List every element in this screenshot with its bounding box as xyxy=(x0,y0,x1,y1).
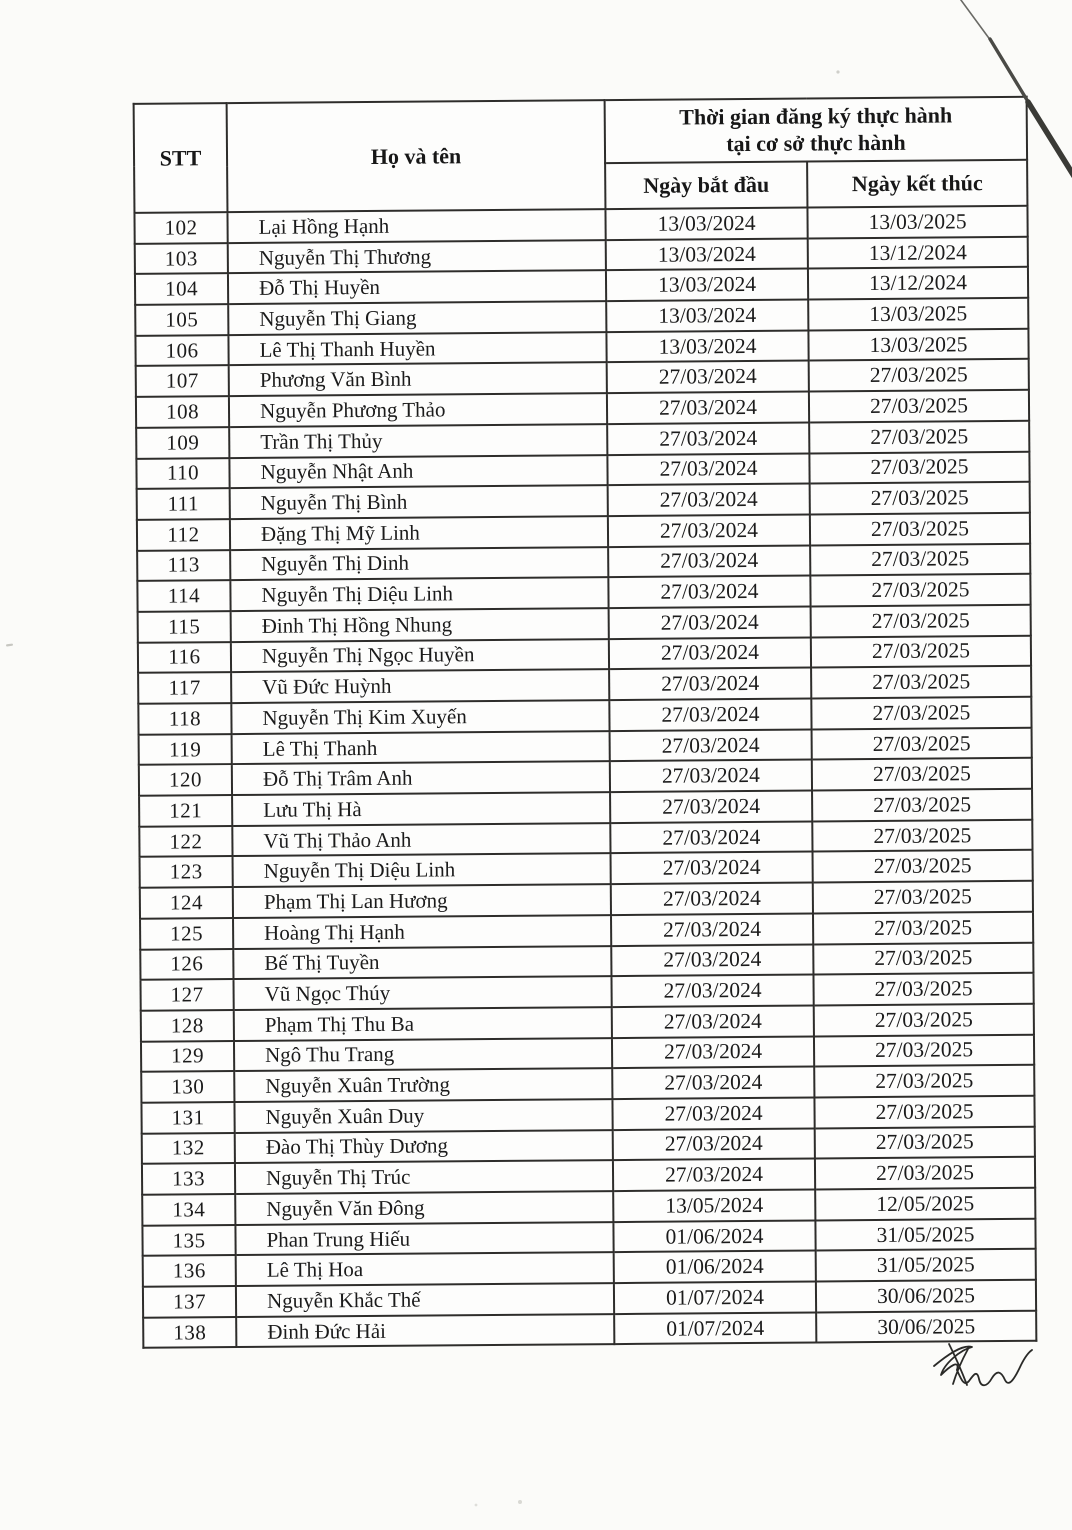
row-end-date: 27/03/2025 xyxy=(814,1096,1034,1128)
row-stt: 130 xyxy=(141,1071,234,1102)
row-stt: 118 xyxy=(138,703,231,734)
row-end-date: 27/03/2025 xyxy=(814,1004,1034,1036)
row-stt: 135 xyxy=(142,1225,235,1256)
row-end-date: 27/03/2025 xyxy=(812,789,1032,821)
row-start-date: 27/03/2024 xyxy=(612,1005,814,1037)
row-end-date: 13/03/2025 xyxy=(808,298,1028,330)
row-start-date: 27/03/2024 xyxy=(608,514,810,546)
row-end-date: 27/03/2025 xyxy=(812,758,1032,790)
row-end-date: 31/05/2025 xyxy=(816,1249,1036,1281)
row-start-date: 01/06/2024 xyxy=(613,1220,815,1252)
row-start-date: 27/03/2024 xyxy=(610,791,812,823)
row-end-date: 27/03/2025 xyxy=(809,451,1029,483)
row-start-date: 27/03/2024 xyxy=(612,1097,814,1129)
row-stt: 138 xyxy=(143,1317,236,1348)
row-end-date: 27/03/2025 xyxy=(814,1034,1034,1066)
header-stt: STT xyxy=(134,103,228,213)
row-name: Nguyễn Thị Trúc xyxy=(235,1160,613,1194)
row-name: Nguyễn Xuân Duy xyxy=(234,1099,612,1133)
row-end-date: 27/03/2025 xyxy=(815,1126,1035,1158)
row-end-date: 27/03/2025 xyxy=(810,543,1030,575)
header-period-line2: tại cơ sở thực hành xyxy=(726,129,906,156)
row-name: Đặng Thị Mỹ Linh xyxy=(230,516,608,550)
row-stt: 127 xyxy=(140,979,233,1010)
row-name: Nguyễn Thị Ngọc Huyền xyxy=(231,639,609,673)
row-end-date: 27/03/2025 xyxy=(811,697,1031,729)
row-start-date: 27/03/2024 xyxy=(609,637,811,669)
row-name: Trần Thị Thủy xyxy=(229,424,607,458)
row-end-date: 13/12/2024 xyxy=(808,267,1028,299)
row-start-date: 13/03/2024 xyxy=(605,208,807,240)
row-stt: 117 xyxy=(138,672,231,703)
row-stt: 133 xyxy=(142,1163,235,1194)
registration-table xyxy=(133,96,1038,1349)
row-start-date: 27/03/2024 xyxy=(609,606,811,638)
row-end-date: 27/03/2025 xyxy=(809,359,1029,391)
row-stt: 128 xyxy=(141,1010,234,1041)
row-stt: 105 xyxy=(135,304,228,335)
row-end-date: 27/03/2025 xyxy=(813,912,1033,944)
row-stt: 107 xyxy=(136,366,229,397)
row-start-date: 27/03/2024 xyxy=(613,1128,815,1160)
row-start-date: 27/03/2024 xyxy=(607,453,809,485)
row-start-date: 27/03/2024 xyxy=(613,1159,815,1191)
row-name: Bế Thị Tuyền xyxy=(233,946,611,980)
row-name: Phương Văn Bình xyxy=(229,363,607,397)
row-end-date: 27/03/2025 xyxy=(813,881,1033,913)
row-end-date: 30/06/2025 xyxy=(816,1311,1036,1343)
row-stt: 134 xyxy=(142,1194,235,1225)
row-name: Đỗ Thị Huyền xyxy=(228,270,606,304)
row-start-date: 27/03/2024 xyxy=(612,1036,814,1068)
table-row xyxy=(143,1311,1036,1349)
row-end-date: 27/03/2025 xyxy=(813,850,1033,882)
row-start-date: 27/03/2024 xyxy=(608,484,810,516)
row-stt: 113 xyxy=(137,550,230,581)
row-stt: 114 xyxy=(137,580,230,611)
row-name: Nguyễn Thị Diệu Linh xyxy=(233,854,611,888)
row-start-date: 27/03/2024 xyxy=(607,392,809,424)
row-stt: 111 xyxy=(137,488,230,519)
row-end-date: 27/03/2025 xyxy=(810,513,1030,545)
row-stt: 122 xyxy=(139,826,232,857)
row-name: Nguyễn Văn Đông xyxy=(235,1191,613,1225)
row-name: Lại Hồng Hạnh xyxy=(227,209,605,243)
row-start-date: 27/03/2024 xyxy=(610,729,812,761)
row-start-date: 13/03/2024 xyxy=(606,238,808,270)
row-end-date: 27/03/2025 xyxy=(811,605,1031,637)
row-start-date: 27/03/2024 xyxy=(610,821,812,853)
row-end-date: 13/03/2025 xyxy=(807,206,1027,238)
row-end-date: 27/03/2025 xyxy=(812,727,1032,759)
row-stt: 121 xyxy=(139,795,232,826)
row-end-date: 27/03/2025 xyxy=(809,390,1029,422)
row-end-date: 27/03/2025 xyxy=(813,942,1033,974)
row-name: Lê Thị Thanh xyxy=(232,731,610,765)
row-name: Phạm Thị Thu Ba xyxy=(234,1007,612,1041)
row-start-date: 27/03/2024 xyxy=(609,668,811,700)
row-name: Nguyễn Thị Bình xyxy=(230,485,608,519)
row-name: Đinh Thị Hồng Nhung xyxy=(231,608,609,642)
row-end-date: 27/03/2025 xyxy=(809,421,1029,453)
row-name: Nguyễn Thị Thương xyxy=(228,240,606,274)
row-start-date: 27/03/2024 xyxy=(609,699,811,731)
row-start-date: 27/03/2024 xyxy=(608,576,810,608)
row-stt: 115 xyxy=(138,611,231,642)
row-name: Ngô Thu Trang xyxy=(234,1038,612,1072)
row-stt: 104 xyxy=(135,273,228,304)
row-end-date: 27/03/2025 xyxy=(815,1157,1035,1189)
row-start-date: 13/03/2024 xyxy=(606,330,808,362)
row-stt: 131 xyxy=(141,1102,234,1133)
row-name: Đinh Đức Hải xyxy=(236,1314,614,1348)
row-stt: 132 xyxy=(142,1133,235,1164)
row-start-date: 27/03/2024 xyxy=(607,361,809,393)
row-stt: 126 xyxy=(140,949,233,980)
row-start-date: 13/03/2024 xyxy=(606,269,808,301)
row-stt: 124 xyxy=(140,887,233,918)
row-stt: 120 xyxy=(139,764,232,795)
table-body xyxy=(134,206,1036,1348)
row-name: Lê Thị Thanh Huyền xyxy=(228,332,606,366)
handwritten-initials-scribble xyxy=(934,1344,1032,1385)
row-stt: 102 xyxy=(134,212,227,243)
row-name: Vũ Thị Thảo Anh xyxy=(232,823,610,857)
row-name: Nguyễn Xuân Trường xyxy=(234,1068,612,1102)
row-start-date: 13/05/2024 xyxy=(613,1190,815,1222)
row-end-date: 27/03/2025 xyxy=(810,482,1030,514)
row-stt: 136 xyxy=(143,1255,236,1286)
row-name: Vũ Ngọc Thúy xyxy=(233,976,611,1010)
row-name: Nguyễn Thị Giang xyxy=(228,301,606,335)
row-stt: 106 xyxy=(135,335,228,366)
header-period-line1: Thời gian đăng ký thực hành xyxy=(679,102,953,130)
row-stt: 109 xyxy=(136,427,229,458)
row-name: Nguyễn Thị Diệu Linh xyxy=(230,577,608,611)
row-start-date: 01/07/2024 xyxy=(614,1312,816,1344)
row-stt: 108 xyxy=(136,396,229,427)
row-end-date: 27/03/2025 xyxy=(812,820,1032,852)
row-name: Đào Thị Thùy Dương xyxy=(235,1130,613,1164)
row-end-date: 30/06/2025 xyxy=(816,1280,1036,1312)
row-name: Đỗ Thị Trâm Anh xyxy=(232,761,610,795)
header-name: Họ và tên xyxy=(227,100,606,212)
row-start-date: 27/03/2024 xyxy=(611,852,813,884)
row-name: Nguyễn Phương Thảo xyxy=(229,393,607,427)
row-stt: 123 xyxy=(140,857,233,888)
header-period-group xyxy=(605,97,1027,163)
row-name: Hoàng Thị Hạnh xyxy=(233,915,611,949)
row-stt: 129 xyxy=(141,1041,234,1072)
row-name: Lê Thị Hoa xyxy=(236,1252,614,1286)
row-name: Nguyễn Nhật Anh xyxy=(229,455,607,489)
row-start-date: 27/03/2024 xyxy=(610,760,812,792)
row-end-date: 27/03/2025 xyxy=(811,635,1031,667)
row-stt: 119 xyxy=(139,734,232,765)
row-start-date: 27/03/2024 xyxy=(611,913,813,945)
row-stt: 116 xyxy=(138,642,231,673)
row-start-date: 13/03/2024 xyxy=(606,300,808,332)
row-name: Nguyễn Thị Kim Xuyến xyxy=(231,700,609,734)
row-start-date: 27/03/2024 xyxy=(612,1067,814,1099)
table-header xyxy=(134,97,1028,213)
row-start-date: 27/03/2024 xyxy=(611,883,813,915)
row-end-date: 27/03/2025 xyxy=(810,574,1030,606)
row-end-date: 13/12/2024 xyxy=(808,236,1028,268)
header-end-date: Ngày kết thúc xyxy=(807,160,1027,208)
row-stt: 125 xyxy=(140,918,233,949)
row-name: Nguyễn Thị Dinh xyxy=(230,547,608,581)
row-start-date: 27/03/2024 xyxy=(607,422,809,454)
row-end-date: 27/03/2025 xyxy=(811,666,1031,698)
row-start-date: 27/03/2024 xyxy=(611,944,813,976)
row-start-date: 01/06/2024 xyxy=(614,1251,816,1283)
row-end-date: 27/03/2025 xyxy=(813,973,1033,1005)
row-name: Vũ Đức Huỳnh xyxy=(231,669,609,703)
row-name: Nguyễn Khắc Thế xyxy=(236,1283,614,1317)
row-start-date: 01/07/2024 xyxy=(614,1282,816,1314)
row-stt: 112 xyxy=(137,519,230,550)
row-stt: 137 xyxy=(143,1286,236,1317)
row-end-date: 13/03/2025 xyxy=(808,329,1028,361)
row-end-date: 12/05/2025 xyxy=(815,1188,1035,1220)
row-name: Phạm Thị Lan Hương xyxy=(233,884,611,918)
row-stt: 103 xyxy=(135,243,228,274)
row-name: Lưu Thị Hà xyxy=(232,792,610,826)
header-start-date: Ngày bắt đầu xyxy=(605,162,807,210)
row-start-date: 27/03/2024 xyxy=(611,975,813,1007)
row-name: Phan Trung Hiếu xyxy=(235,1222,613,1256)
row-stt: 110 xyxy=(136,458,229,489)
row-end-date: 31/05/2025 xyxy=(815,1218,1035,1250)
row-start-date: 27/03/2024 xyxy=(608,545,810,577)
row-end-date: 27/03/2025 xyxy=(814,1065,1034,1097)
